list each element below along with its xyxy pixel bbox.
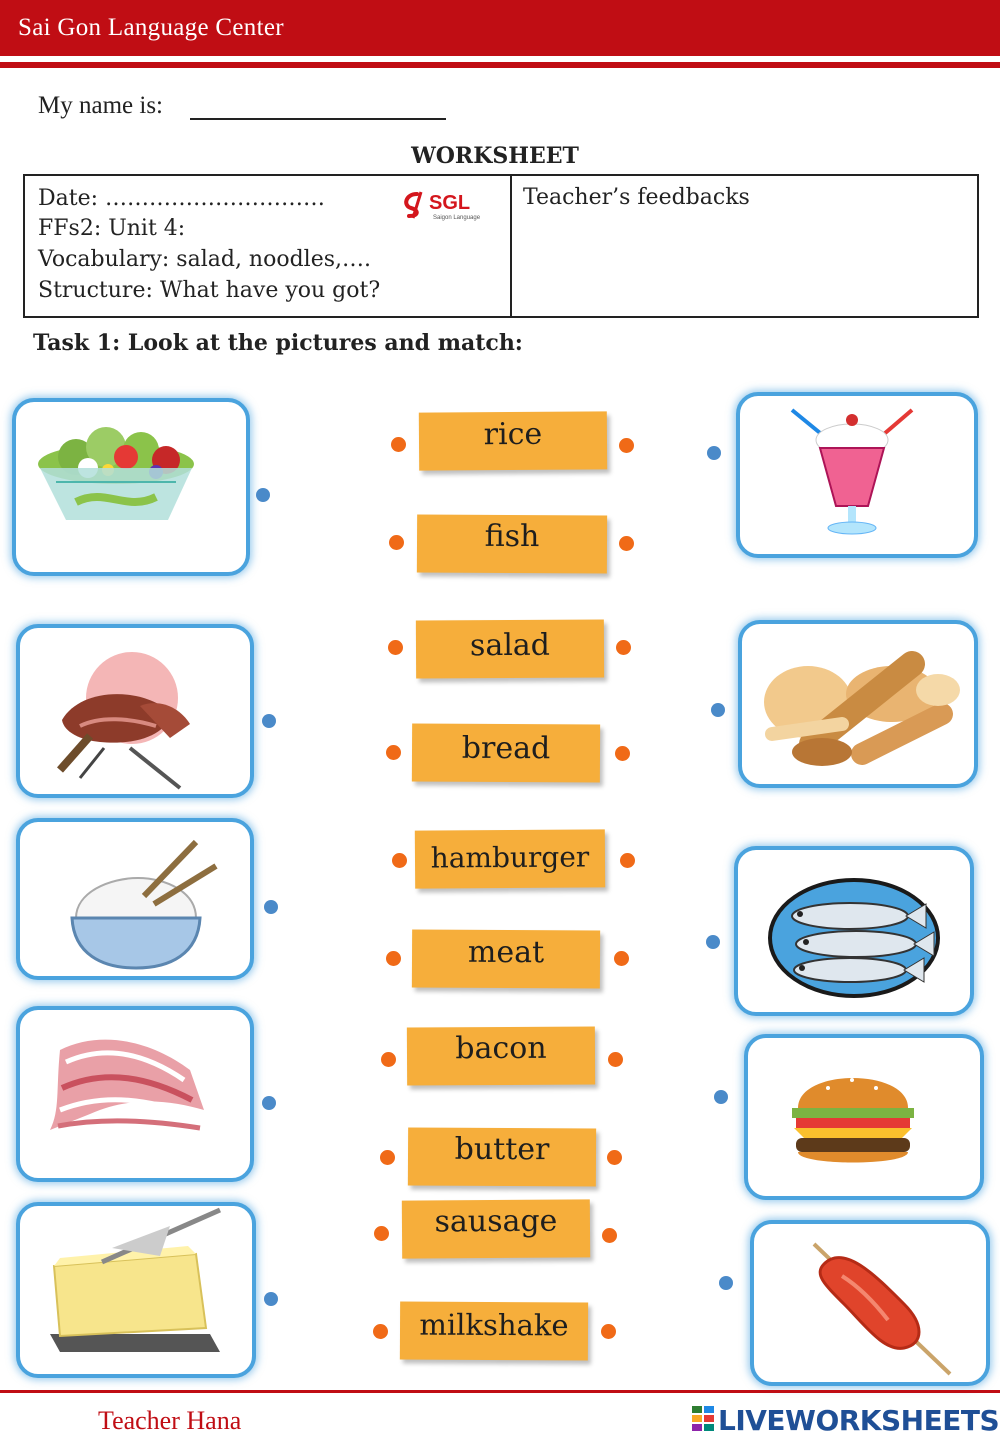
word-dot-left-8[interactable] — [380, 1150, 395, 1165]
word-label[interactable]: fish — [417, 515, 607, 574]
hamburger-icon — [748, 1038, 980, 1196]
unit-line: FFs2: Unit 4: — [38, 216, 186, 241]
word-dot-right-10[interactable] — [601, 1324, 616, 1339]
word-dot-left-10[interactable] — [373, 1324, 388, 1339]
liveworksheets-icon — [692, 1406, 714, 1436]
worksheet-title: WORKSHEET — [411, 143, 579, 169]
left-dot-1[interactable] — [256, 488, 270, 502]
word-label[interactable]: butter — [408, 1128, 596, 1187]
word-dot-left-4[interactable] — [386, 745, 401, 760]
right-dot-3[interactable] — [706, 935, 720, 949]
rice-bowl-icon — [20, 822, 250, 976]
logo-subtext: Saigon Language — [433, 215, 481, 221]
word-dot-left-5[interactable] — [392, 853, 407, 868]
header-rule — [0, 62, 1000, 68]
teacher-name: Teacher Hana — [98, 1406, 242, 1435]
word-dot-right-7[interactable] — [608, 1052, 623, 1067]
picture-butter — [16, 1202, 256, 1378]
milkshake-icon — [740, 396, 974, 554]
word-dot-left-7[interactable] — [381, 1052, 396, 1067]
word-dot-right-5[interactable] — [620, 853, 635, 868]
liveworksheets-brand — [692, 1404, 1000, 1440]
info-box — [23, 174, 979, 318]
word-label[interactable]: bacon — [407, 1027, 595, 1086]
info-divider — [510, 176, 512, 316]
picture-rice — [16, 818, 254, 980]
word-label[interactable]: hamburger — [415, 829, 605, 888]
center-name: Sai Gon Language Center — [18, 14, 284, 41]
fish-plate-icon — [738, 850, 970, 1012]
word-dot-left-6[interactable] — [386, 951, 401, 966]
word-dot-right-4[interactable] — [615, 746, 630, 761]
word-label[interactable]: milkshake — [400, 1302, 588, 1361]
date-line: Date: ………………………… — [38, 186, 326, 211]
picture-bread — [738, 620, 978, 788]
vocabulary-line: Vocabulary: salad, noodles,…. — [38, 247, 372, 272]
word-dot-left-2[interactable] — [389, 535, 404, 550]
footer-rule — [0, 1390, 1000, 1393]
picture-fish — [734, 846, 974, 1016]
word-label[interactable]: bread — [412, 724, 600, 783]
left-dot-2[interactable] — [262, 714, 276, 728]
word-dot-right-2[interactable] — [619, 536, 634, 551]
word-label[interactable]: rice — [419, 411, 607, 470]
picture-hamburger — [744, 1034, 984, 1200]
left-dot-4[interactable] — [262, 1096, 276, 1110]
picture-sausage — [750, 1220, 990, 1386]
right-dot-2[interactable] — [711, 703, 725, 717]
left-dot-5[interactable] — [264, 1292, 278, 1306]
word-dot-right-3[interactable] — [616, 640, 631, 655]
word-dot-right-6[interactable] — [614, 951, 629, 966]
right-dot-4[interactable] — [714, 1090, 728, 1104]
word-label[interactable]: sausage — [402, 1199, 590, 1258]
word-dot-left-1[interactable] — [391, 437, 406, 452]
right-dot-1[interactable] — [707, 446, 721, 460]
word-dot-left-9[interactable] — [374, 1226, 389, 1241]
liveworksheets-text: LIVEWORKSHEETS — [718, 1404, 1000, 1437]
sgl-logo — [399, 184, 499, 224]
right-dot-5[interactable] — [719, 1276, 733, 1290]
left-dot-3[interactable] — [264, 900, 278, 914]
logo-text: SGL — [429, 192, 471, 214]
word-dot-right-1[interactable] — [619, 438, 634, 453]
salad-bowl-icon — [16, 402, 246, 572]
butter-icon — [20, 1206, 252, 1374]
roast-meat-icon — [20, 628, 250, 794]
picture-meat — [16, 624, 254, 798]
structure-line: Structure: What have you got? — [38, 278, 381, 303]
word-label[interactable]: salad — [416, 620, 604, 679]
word-dot-right-8[interactable] — [607, 1150, 622, 1165]
feedback-label: Teacher’s feedbacks — [523, 185, 750, 210]
picture-milkshake — [736, 392, 978, 558]
bread-icon — [742, 624, 974, 784]
picture-bacon — [16, 1006, 254, 1182]
name-prompt: My name is: — [38, 92, 163, 119]
bacon-icon — [20, 1010, 250, 1178]
picture-salad — [12, 398, 250, 576]
sausage-icon — [754, 1224, 986, 1382]
header-banner — [0, 0, 1000, 56]
word-dot-right-9[interactable] — [602, 1228, 617, 1243]
name-input-line[interactable] — [190, 118, 446, 120]
word-dot-left-3[interactable] — [388, 640, 403, 655]
task-title: Task 1: Look at the pictures and match: — [33, 330, 523, 356]
word-label[interactable]: meat — [412, 930, 600, 989]
